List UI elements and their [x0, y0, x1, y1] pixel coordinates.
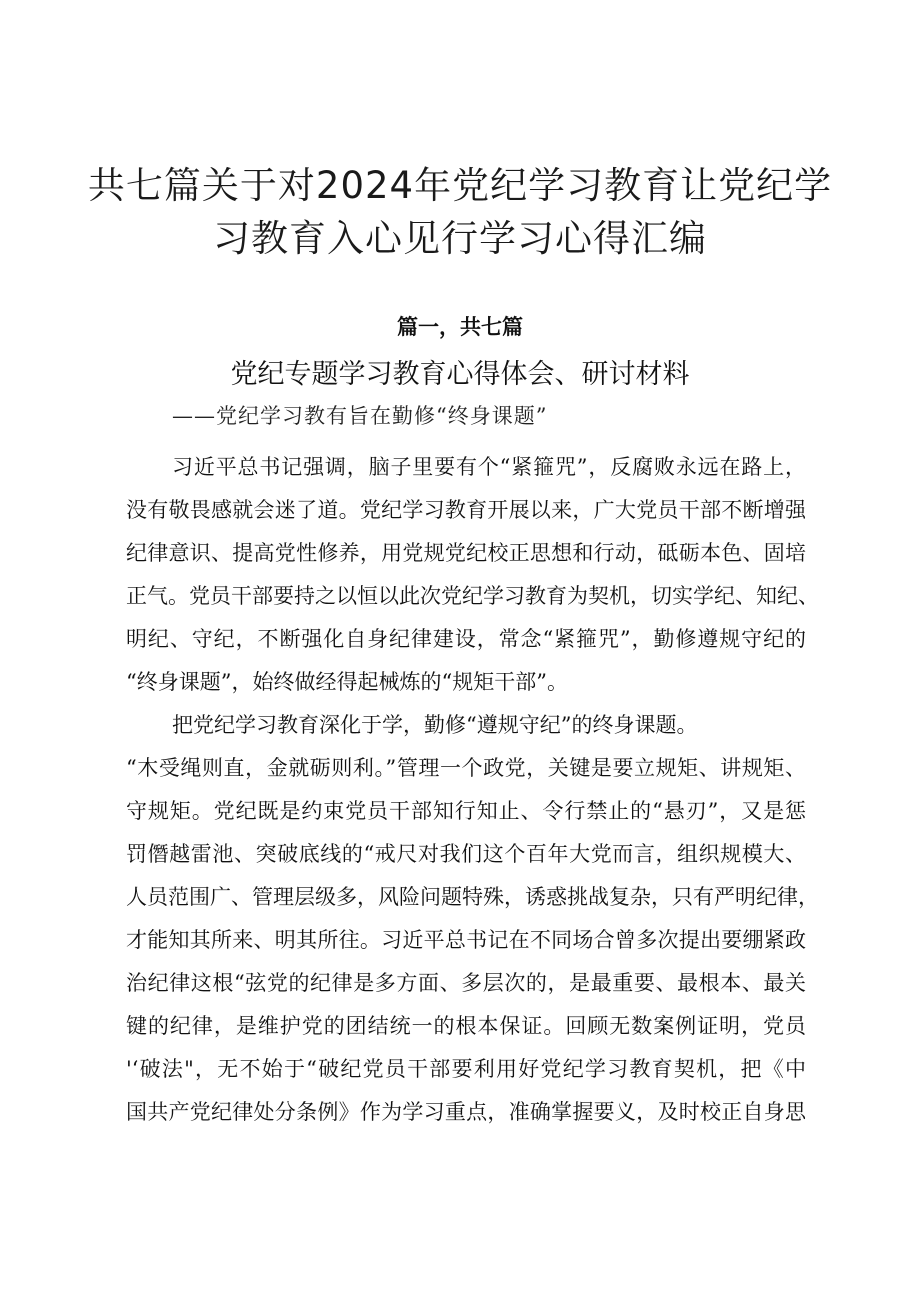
body-line: '‘破法"，无不始于“破纪党员干部要利用好党纪学习教育契机，把《中 — [126, 1057, 806, 1081]
body-line: 正气。党员干部要持之以恒以此次党纪学习教育为契机，切实学纪、知纪、 — [126, 584, 819, 608]
document-title-line-2: 习教育入心见行学习心得汇编 — [213, 217, 707, 260]
body-line: 国共产党纪律处分条例》作为学习重点，准确掌握要义，及时校正自身思 — [126, 1100, 806, 1124]
body-line: 罚僭越雷池、突破底线的“戒尺对我们这个百年大党而言，组织规模大、 — [126, 842, 806, 866]
document-title-line-1: 共七篇关于对2024年党纪学习教育让党纪学 — [87, 164, 833, 207]
body-line: 人员范围广、管理层级多，风险问题特殊，诱惑挑战复杂，只有严明纪律， — [126, 885, 819, 909]
body-line: 治纪律这根“弦党的纪律是多方面、多层次的，是最重要、最根本、最关 — [126, 971, 806, 995]
body-line: 没有敬畏感就会迷了道。党纪学习教育开展以来，广大党员干部不断增强 — [126, 498, 806, 522]
body-line: 习近平总书记强调，脑子里要有个“紧箍咒”，反腐败永远在路上， — [172, 455, 806, 479]
section-label: 篇一，共七篇 — [397, 314, 523, 339]
body-line: 明纪、守纪，不断强化自身纪律建设，常念“紧箍咒”，勤修遵规守纪的 — [126, 627, 806, 651]
section-heading: 党纪专题学习教育心得体会、研讨材料 — [230, 359, 690, 390]
body-line: 守规矩。党纪既是约束党员干部知行知止、令行禁止的“悬刃”，又是惩 — [126, 799, 806, 823]
body-line: 键的纪律，是维护党的团结统一的根本保证。回顾无数案例证明，党员 — [126, 1014, 806, 1038]
body-line: “木受绳则直，金就砺则利。”管理一个政党，关键是要立规矩、讲规矩、 — [126, 756, 806, 780]
body-line: “终身课题”，始终做经得起械炼的“规矩干部”。 — [126, 670, 568, 694]
body-line: 才能知其所来、明其所往。习近平总书记在不同场合曾多次提出要绷紧政 — [126, 928, 806, 952]
body-line: 纪律意识、提高党性修养，用党规党纪校正思想和行动，砥砺本色、固培 — [126, 541, 806, 565]
body-line: 把党纪学习教育深化于学，勤修“遵规守纪”的终身课题。 — [172, 713, 698, 737]
section-subtitle: ——党纪学习教有旨在勤修“终身课题” — [172, 404, 548, 428]
